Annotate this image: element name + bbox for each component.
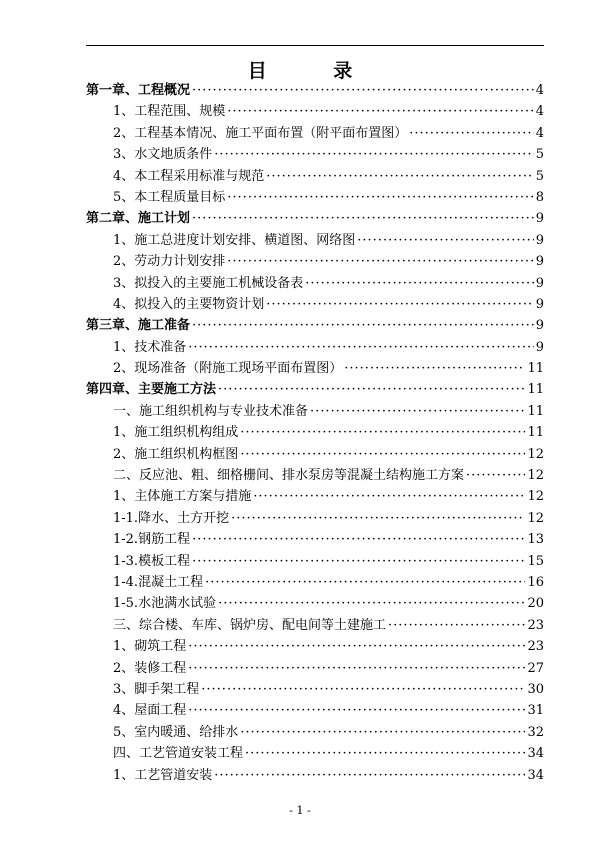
toc-page-number: 13 bbox=[527, 532, 544, 548]
toc-entry[interactable] bbox=[86, 443, 544, 464]
toc-entry[interactable] bbox=[86, 699, 544, 720]
leader-dots bbox=[357, 233, 533, 248]
toc-entry-label: 三、综合楼、车库、锅炉房、配电间等土建施工 bbox=[113, 617, 387, 633]
toc-entry-label: 1、主体施工方案与措施 bbox=[113, 489, 252, 505]
leader-dots bbox=[305, 276, 533, 291]
toc-entry[interactable] bbox=[86, 293, 544, 314]
toc-page-number: 20 bbox=[527, 596, 544, 612]
toc-entry-label: 4、本工程采用标准与规范 bbox=[113, 168, 265, 184]
toc-page-number: 32 bbox=[527, 724, 544, 740]
toc-entry-label: 二、反应池、粗、细格栅间、排水泵房等混凝土结构施工方案 bbox=[113, 468, 465, 484]
leader-dots bbox=[192, 318, 534, 333]
header-rule bbox=[86, 45, 544, 46]
leader-dots bbox=[409, 126, 533, 141]
toc-entry[interactable] bbox=[86, 678, 544, 699]
leader-dots bbox=[214, 147, 533, 162]
toc-page-number: 31 bbox=[527, 703, 544, 719]
toc-page-number: 16 bbox=[527, 574, 544, 590]
leader-dots bbox=[218, 596, 525, 611]
toc-page-number: 34 bbox=[527, 767, 544, 783]
leader-dots bbox=[344, 361, 525, 376]
leader-dots bbox=[466, 468, 525, 483]
toc-page-number: 4 bbox=[535, 104, 544, 120]
toc-chapter-entry[interactable] bbox=[86, 79, 544, 100]
toc-page-number: 9 bbox=[535, 339, 544, 355]
toc-entry[interactable] bbox=[86, 721, 544, 742]
toc-page-number: 9 bbox=[535, 275, 544, 291]
toc-entry-label: 1-4.混凝土工程 bbox=[113, 574, 204, 590]
leader-dots bbox=[188, 639, 525, 654]
toc-chapter-entry[interactable] bbox=[86, 207, 544, 228]
toc-entry[interactable] bbox=[86, 143, 544, 164]
toc-entry[interactable] bbox=[86, 421, 544, 442]
toc-page-number: 11 bbox=[527, 403, 544, 419]
toc-entry-label: 1-2.钢筋工程 bbox=[113, 532, 191, 548]
table-of-contents bbox=[86, 79, 544, 785]
toc-page-number: 23 bbox=[527, 639, 544, 655]
toc-entry-label: 3、脚手架工程 bbox=[113, 681, 200, 697]
toc-page-number: 11 bbox=[527, 382, 544, 398]
leader-dots bbox=[227, 254, 533, 269]
toc-entry-label: 1、砌筑工程 bbox=[113, 639, 187, 655]
leader-dots bbox=[227, 190, 533, 205]
leader-dots bbox=[227, 104, 533, 119]
toc-page-number: 11 bbox=[527, 361, 544, 377]
toc-page-number: 9 bbox=[535, 232, 544, 248]
toc-entry-label: 2、现场准备（附施工现场平面布置图） bbox=[113, 361, 343, 377]
toc-entry[interactable] bbox=[86, 100, 544, 121]
toc-page-number: 12 bbox=[527, 446, 544, 462]
toc-entry-label: 1、工程范围、规模 bbox=[113, 104, 226, 120]
leader-dots bbox=[231, 511, 525, 526]
toc-entry-label: 1、工艺管道安装 bbox=[113, 767, 213, 783]
toc-entry[interactable] bbox=[86, 485, 544, 506]
toc-entry[interactable] bbox=[86, 657, 544, 678]
leader-dots bbox=[192, 211, 534, 226]
toc-chapter-entry[interactable] bbox=[86, 314, 544, 335]
toc-entry[interactable] bbox=[86, 507, 544, 528]
toc-entry-label: 4、屋面工程 bbox=[113, 703, 187, 719]
toc-entry[interactable] bbox=[86, 742, 544, 763]
leader-dots bbox=[388, 618, 525, 633]
leader-dots bbox=[218, 382, 525, 397]
toc-entry[interactable] bbox=[86, 550, 544, 571]
toc-entry-label: 1-5.水池满水试验 bbox=[113, 596, 217, 612]
toc-entry-label: 2、施工组织机构框图 bbox=[113, 446, 239, 462]
toc-page-number: 15 bbox=[527, 553, 544, 569]
toc-entry[interactable] bbox=[86, 165, 544, 186]
leader-dots bbox=[201, 682, 525, 697]
toc-page-number: 12 bbox=[527, 468, 544, 484]
leader-dots bbox=[192, 532, 525, 547]
toc-page-number: 4 bbox=[535, 83, 544, 98]
toc-entry[interactable] bbox=[86, 528, 544, 549]
toc-entry[interactable] bbox=[86, 229, 544, 250]
toc-entry-label: 1-1.降水、土方开挖 bbox=[113, 510, 230, 526]
toc-entry[interactable] bbox=[86, 592, 544, 613]
toc-page-number: 12 bbox=[527, 489, 544, 505]
toc-entry[interactable] bbox=[86, 250, 544, 271]
toc-entry-label: 3、水文地质条件 bbox=[113, 147, 213, 163]
toc-entry-label: 第二章、施工计划 bbox=[86, 211, 191, 227]
toc-entry-label: 第一章、工程概况 bbox=[86, 83, 191, 98]
toc-title: 目 录 bbox=[247, 60, 383, 82]
toc-page-number: 9 bbox=[535, 254, 544, 270]
toc-entry[interactable] bbox=[86, 764, 544, 785]
toc-entry-label: 4、拟投入的主要物资计划 bbox=[113, 296, 265, 312]
toc-page-number: 5 bbox=[535, 147, 544, 163]
toc-entry[interactable] bbox=[86, 400, 544, 421]
toc-entry[interactable] bbox=[86, 122, 544, 143]
toc-entry-label: 2、装修工程 bbox=[113, 660, 187, 676]
toc-entry[interactable] bbox=[86, 186, 544, 207]
toc-page-number: 5 bbox=[535, 168, 544, 184]
toc-page-number: 4 bbox=[535, 125, 544, 141]
toc-entry-label: 第四章、主要施工方法 bbox=[86, 382, 217, 398]
leader-dots bbox=[240, 425, 525, 440]
toc-entry-label: 1、施工总进度计划安排、横道图、网络图 bbox=[113, 232, 356, 248]
toc-entry[interactable] bbox=[86, 614, 544, 635]
toc-entry-label: 2、工程基本情况、施工平面布置（附平面布置图） bbox=[113, 125, 408, 141]
toc-entry-label: 1、施工组织机构组成 bbox=[113, 425, 239, 441]
leader-dots bbox=[192, 554, 525, 569]
leader-dots bbox=[310, 404, 525, 419]
leader-dots bbox=[266, 169, 533, 184]
leader-dots bbox=[188, 661, 525, 676]
leader-dots bbox=[214, 768, 525, 783]
toc-page-number: 9 bbox=[535, 296, 544, 312]
leader-dots bbox=[266, 297, 533, 312]
toc-entry[interactable] bbox=[86, 571, 544, 592]
toc-entry-label: 3、拟投入的主要施工机械设备表 bbox=[113, 275, 304, 291]
leader-dots bbox=[240, 447, 525, 462]
toc-page-number: 27 bbox=[527, 660, 544, 676]
toc-entry-label: 四、工艺管道安装工程 bbox=[113, 746, 244, 762]
toc-entry-label: 1-3.模板工程 bbox=[113, 553, 191, 569]
toc-entry[interactable] bbox=[86, 272, 544, 293]
leader-dots bbox=[192, 83, 534, 98]
toc-entry-label: 2、劳动力计划安排 bbox=[113, 254, 226, 270]
toc-entry[interactable] bbox=[86, 336, 544, 357]
toc-page-number: 12 bbox=[527, 510, 544, 526]
toc-entry[interactable] bbox=[86, 635, 544, 656]
leader-dots bbox=[188, 703, 525, 718]
page-number-footer: - 1 - bbox=[289, 804, 311, 817]
leader-dots bbox=[205, 575, 525, 590]
leader-dots bbox=[253, 489, 525, 504]
toc-page-number: 30 bbox=[527, 681, 544, 697]
leader-dots bbox=[188, 340, 533, 355]
toc-entry[interactable] bbox=[86, 357, 544, 378]
toc-page-number: 34 bbox=[527, 746, 544, 762]
toc-entry-label: 5、本工程质量目标 bbox=[113, 189, 226, 205]
toc-page-number: 11 bbox=[527, 425, 544, 441]
toc-page-number: 8 bbox=[535, 189, 544, 205]
toc-entry[interactable] bbox=[86, 464, 544, 485]
toc-entry-label: 1、技术准备 bbox=[113, 339, 187, 355]
toc-chapter-entry[interactable] bbox=[86, 378, 544, 399]
leader-dots bbox=[245, 746, 525, 761]
toc-entry-label: 第三章、施工准备 bbox=[86, 318, 191, 334]
toc-page-number: 9 bbox=[535, 318, 544, 334]
toc-entry-label: 5、室内暖通、给排水 bbox=[113, 724, 239, 740]
toc-page-number: 23 bbox=[527, 617, 544, 633]
toc-page-number: 9 bbox=[535, 211, 544, 227]
leader-dots bbox=[240, 725, 525, 740]
toc-entry-label: 一、施工组织机构与专业技术准备 bbox=[113, 403, 309, 419]
